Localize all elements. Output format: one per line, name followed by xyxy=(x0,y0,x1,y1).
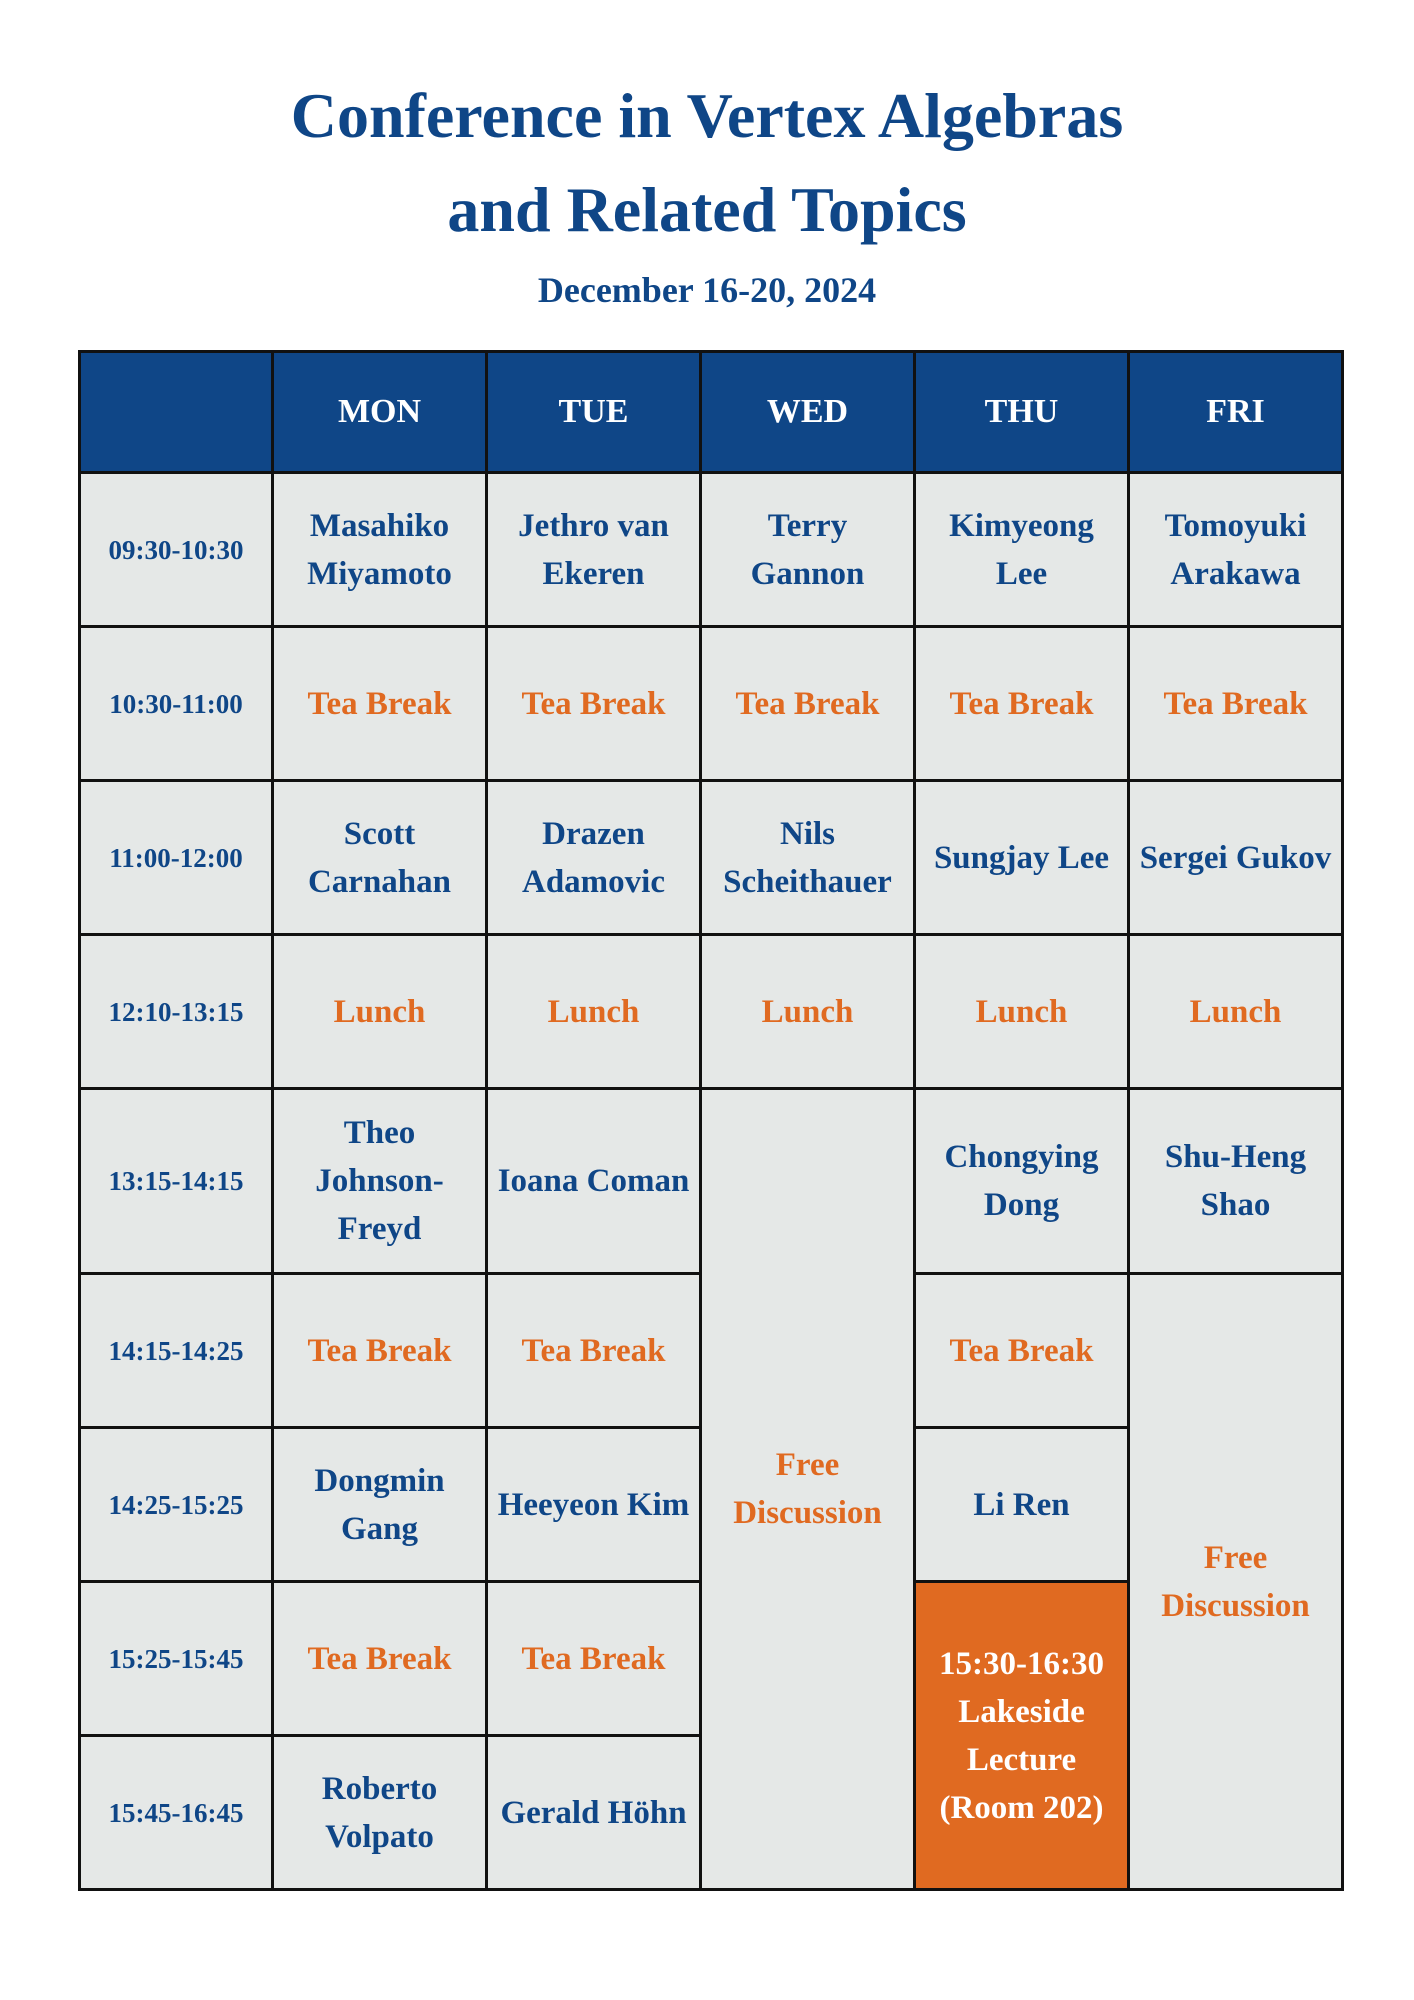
session-cell: Sergei Gukov xyxy=(1129,781,1343,935)
table-row xyxy=(80,473,1343,627)
session-cell: Scott Carnahan xyxy=(273,781,487,935)
break-cell: Tea Break xyxy=(701,627,915,781)
table-row xyxy=(80,1089,1343,1274)
session-cell: Theo Johnson-Freyd xyxy=(273,1089,487,1274)
break-cell: Tea Break xyxy=(273,1274,487,1428)
table-row xyxy=(80,627,1343,781)
break-cell: Tea Break xyxy=(915,627,1129,781)
time-slot: 15:25-15:45 xyxy=(80,1582,273,1736)
break-cell: Tea Break xyxy=(487,1582,701,1736)
time-slot: 11:00-12:00 xyxy=(80,781,273,935)
lakeside-lecture-cell: 15:30-16:30 Lakeside Lecture (Room 202) xyxy=(915,1582,1129,1890)
session-cell: Kimyeong Lee xyxy=(915,473,1129,627)
title-line-2: and Related Topics xyxy=(447,174,967,245)
free-discussion-wed: Free Discussion xyxy=(701,1089,915,1890)
day-header-mon: MON xyxy=(273,352,487,473)
day-header-tue: TUE xyxy=(487,352,701,473)
day-header-fri: FRI xyxy=(1129,352,1343,473)
session-cell: Tomoyuki Arakawa xyxy=(1129,473,1343,627)
free-discussion-fri: Free Discussion xyxy=(1129,1274,1343,1890)
session-cell: Dongmin Gang xyxy=(273,1428,487,1582)
time-slot: 12:10-13:15 xyxy=(80,935,273,1089)
break-cell: Tea Break xyxy=(273,1582,487,1736)
time-slot: 09:30-10:30 xyxy=(80,473,273,627)
lunch-cell: Lunch xyxy=(915,935,1129,1089)
session-cell: Heeyeon Kim xyxy=(487,1428,701,1582)
day-header-wed: WED xyxy=(701,352,915,473)
session-cell: Chongying Dong xyxy=(915,1089,1129,1274)
session-cell: Nils Scheithauer xyxy=(701,781,915,935)
session-cell: Masahiko Miyamoto xyxy=(273,473,487,627)
lunch-cell: Lunch xyxy=(1129,935,1343,1089)
time-slot: 10:30-11:00 xyxy=(80,627,273,781)
conference-dates: December 16-20, 2024 xyxy=(537,270,877,310)
table-row xyxy=(80,781,1343,935)
day-header-thu: THU xyxy=(915,352,1129,473)
break-cell: Tea Break xyxy=(1129,627,1343,781)
corner-cell xyxy=(80,352,273,473)
table-row xyxy=(80,935,1343,1089)
session-cell: Jethro van Ekeren xyxy=(487,473,701,627)
break-cell: Tea Break xyxy=(487,627,701,781)
session-cell: Ioana Coman xyxy=(487,1089,701,1274)
header-row xyxy=(80,352,1343,473)
title-line-1: Conference in Vertex Algebras xyxy=(290,80,1124,151)
schedule-table xyxy=(78,350,1344,1891)
time-slot: 13:15-14:15 xyxy=(80,1089,273,1274)
session-cell: Roberto Volpato xyxy=(273,1736,487,1890)
break-cell: Tea Break xyxy=(487,1274,701,1428)
session-cell: Shu-Heng Shao xyxy=(1129,1089,1343,1274)
session-cell: Drazen Adamovic xyxy=(487,781,701,935)
lunch-cell: Lunch xyxy=(487,935,701,1089)
break-cell: Tea Break xyxy=(915,1274,1129,1428)
session-cell: Gerald Höhn xyxy=(487,1736,701,1890)
break-cell: Tea Break xyxy=(273,627,487,781)
session-cell: Sungjay Lee xyxy=(915,781,1129,935)
session-cell: Terry Gannon xyxy=(701,473,915,627)
session-cell: Li Ren xyxy=(915,1428,1129,1582)
time-slot: 15:45-16:45 xyxy=(80,1736,273,1890)
lunch-cell: Lunch xyxy=(701,935,915,1089)
lunch-cell: Lunch xyxy=(273,935,487,1089)
time-slot: 14:15-14:25 xyxy=(80,1274,273,1428)
time-slot: 14:25-15:25 xyxy=(80,1428,273,1582)
